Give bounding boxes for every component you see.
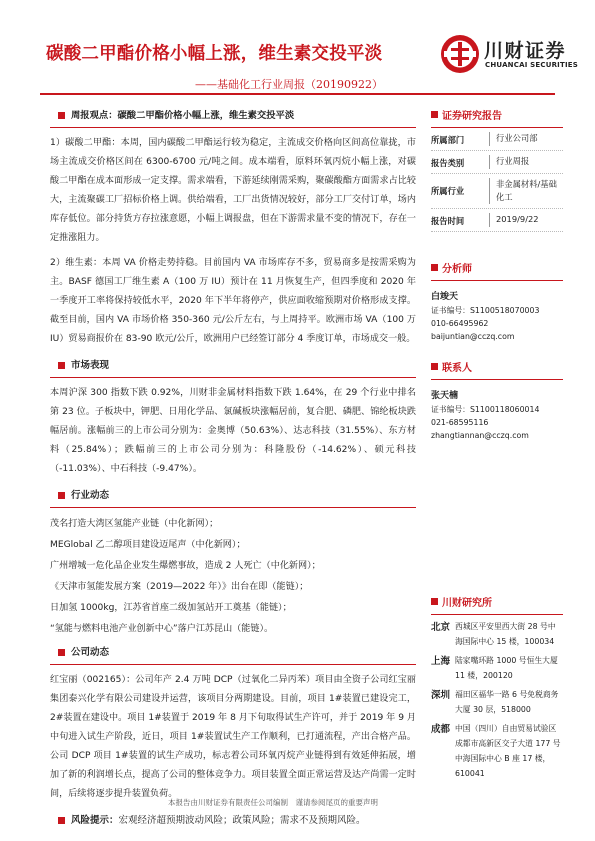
brand-logo [440,34,580,78]
viewpoint-heading-text: 周报观点：碳酸二甲酯价格小幅上涨，维生素交投平淡 [71,109,295,121]
list-item: MEGlobal 乙二醇项目建设迈尾声（中化新网）； [50,540,246,550]
list-item: “氢能与燃料电池产业创新中心”落户江苏昆山（能链）。 [50,624,274,634]
list-item: 茂名打造大湾区氢能产业链（中化新网）； [50,519,219,529]
report-subtitle: ——基础化工行业周报（20190922） [195,78,383,91]
sidebar-divider [431,280,563,281]
risk-label: 风险提示： [71,814,119,826]
market-heading: 市场表现 [58,355,416,375]
brand-name-en: CHUANCAI SECURITIES [485,61,578,69]
office-shenzhen: 深圳 福田区福华一路 6 号免税商务大厦 30 层，518000 [431,690,559,714]
risk-text: 宏观经济超预期波动风险；政策风险；需求不及预期风险。 [118,814,366,826]
sidebar [431,105,563,781]
office-beijing: 北京 西城区平安里西大街 28 号中海国际中心 15 楼，100034 [431,622,556,646]
contact-name: 张天楠 [431,391,459,401]
page-footer: 本报告由川财证券有限责任公司编制 谨请参阅尾页的重要声明 [168,798,378,807]
bullet-square-icon [58,817,65,824]
header-divider [40,93,555,95]
sidebar-divider [431,379,563,380]
section-divider [50,377,416,378]
risk-note [58,810,416,830]
bullet-square-icon [431,363,438,370]
company-heading: 公司动态 [58,642,416,662]
report-title: 碳酸二甲酯价格小幅上涨，维生素交投平淡 [46,44,383,64]
bullet-square-icon [431,598,438,605]
viewpoint-paragraph-vitamin: 2）维生素：本周 VA 价格走势持稳。目前国内 VA 市场库存不多，贸易商多是按需采购为主。BASF 德国工厂维生素 A（100 万 IU）预计在 11 月恢复生产，但四季度和 2020 年一季度开工率将保持较低水平，2020 年下半年将停产，供应面收缩预期对价格形成支撑。截至目前，国内 VA 市场价格 350-360 元/公斤左右，与上周持平。欧洲市场 VA（100 万 IU）贸易商报价在 83-90 欧元/公斤，欧洲用户已经签订部分 4 季度订单，市场成交一般。 [50,258,416,344]
main-content [50,105,416,830]
bullet-square-icon [58,112,65,119]
list-item: 《天津市氢能发展方案（2019—2022 年）》出台在即（能链）； [50,582,309,592]
industry-heading: 行业动态 [58,485,416,505]
office-chengdu: 成都 中国（四川）自由贸易试验区成都市高新区交子大道 177 号中海国际中心 B 座 17 楼，610041 [431,724,561,778]
info-row-industry: 所属行业 非金属材料/基础化工 [431,174,563,209]
list-item: 日加氢 1000kg，江苏省首座二级加氢站开工奠基（能链）； [50,603,292,613]
info-row-report-type: 报告类别 行业周报 [431,151,563,174]
analyst-email[interactable]: baijuntian@cczq.com [431,332,515,341]
list-item: 广州增城一危化品企业发生爆燃事故，造成 2 人死亡（中化新网）； [50,561,321,571]
bullet-square-icon [58,362,65,369]
office-shanghai: 上海 陆家嘴环路 1000 号恒生大厦 11 楼，200120 [431,656,558,680]
analyst-phone: 010-66495962 [431,319,489,328]
chuancai-logo-icon [440,34,480,74]
bullet-square-icon [431,264,438,271]
bullet-square-icon [58,649,65,656]
analyst-name: 白竣天 [431,292,459,302]
analyst-heading: 分析师 [431,258,563,276]
bullet-square-icon [58,492,65,499]
section-divider [50,507,416,508]
analyst-cert: 证书编号：S1100518070003 [431,306,540,315]
report-info-heading: 证券研究报告 [431,105,563,123]
brand-name-cn: 川财证券 [484,40,567,62]
section-divider [50,127,416,128]
viewpoint-paragraph-dmc: 1）碳酸二甲酯：本周，国内碳酸二甲酯运行较为稳定，主流成交价格向区间高位靠拢，市场主流成交价格区间在 6300-6700 元/吨之间。成本端看，原料环氧丙烷小幅上涨，对碳酸二甲酯在成本面形成一定支撑。需求端看，下游延续刚需采购，聚碳酸酯方面需求占比较大，主流聚碳工厂招标价格上调。供给端看，工厂出货情况较好，部分工厂交付订单，场内库存低位。部分持货方存拉涨意愿，小幅上调报盘，但在下游需求量不变的情况下，存在一定推涨阻力。 [50,138,416,243]
viewpoint-heading [58,105,416,125]
info-row-date: 报告时间 2019/9/22 [431,209,563,232]
contact-heading: 联系人 [431,357,563,375]
institute-heading: 川财研究所 [431,592,563,610]
section-divider [50,664,416,665]
contact-cert: 证书编号：S1100118060014 [431,405,540,414]
market-paragraph: 本周沪深 300 指数下跌 0.92%，川财非金属材料指数下跌 1.64%，在 29 个行业中排名第 23 位。子板块中，钾肥、日用化学品、氯碱板块涨幅居前，复合肥、磷肥、锦纶板块跌幅居前。涨幅前三的上市公司分别为：金奥博（50.63%）、达志科技（31.55%）、东方材料（25.84%）；跌幅前三的上市公司分别为：科隆股份（-14.62%）、硕元科技（-11.03%）、中石科技（-9.47%）。 [50,388,416,474]
industry-news-list [50,514,416,640]
contact-email[interactable]: zhangtiannan@cczq.com [431,431,529,440]
bullet-square-icon [431,111,438,118]
sidebar-divider [431,614,563,615]
company-paragraph: 红宝丽（002165）：公司年产 2.4 万吨 DCP（过氧化二异丙苯）项目由全资子公司红宝丽集团泰兴化学有限公司建设并运营，该项目分两期建设。目前，项目 1#装置已建设完工，2#装置在建设中。项目 1#装置于 2019 年 8 月下旬取得试生产许可，并于 2019 年 9 月中旬进入试生产阶段，近日，项目 1#装置试生产工作顺利，已打通流程，产出合格产品。公司 DCP 项目 1#装置的试生产成功，标志着公司环氧丙烷产业链得到有效延伸拓展，增加了新的利润增长点，提高了公司的整体竞争力。项目装置全面正常运营及达产尚需一定时间，后续将逐步提升装置负荷。 [50,675,416,799]
contact-phone: 021-68595116 [431,418,489,427]
info-row-department: 所属部门 行业公司部 [431,128,563,151]
